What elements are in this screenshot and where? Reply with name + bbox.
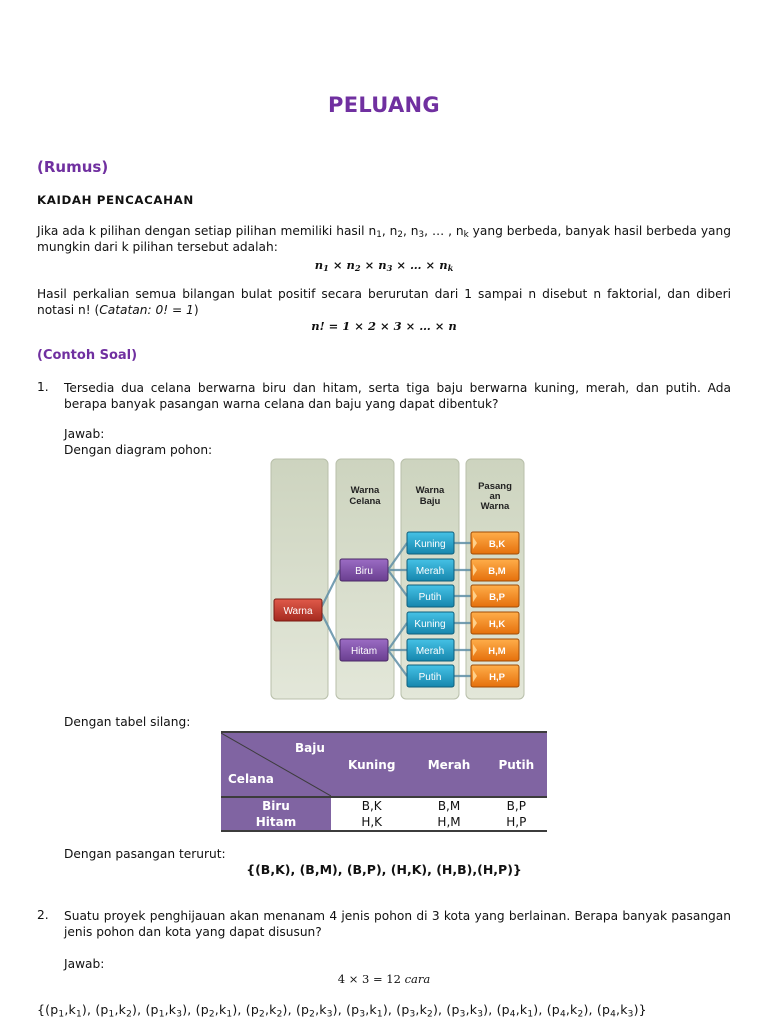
pair-item: $(p_1,k_2)$	[95, 1002, 138, 1020]
tree-node-pasangan-3-label: B,P	[489, 592, 505, 603]
question-1-jawab: Jawab:	[64, 427, 105, 441]
tree-node-baju-2-label: Merah	[415, 566, 445, 577]
paragraph-kaidah: Jika ada k pilihan dengan setiap pilihan memiliki hasil $n_1$, $n_2$, $n_3$, … , $n_k$ yang berbeda, banyak hasil berbeda yang mungkin dari k pilihan tersebut adalah:	[37, 224, 731, 254]
question-2-pairs-set: {$(p_1,k_1)$, $(p_1,k_2)$, $(p_1,k_3)$, $(p_2,k_1)$, $(p_2,k_2)$, $(p_2,k_3)$, $(p_3,k_1)$, $(p_3,k_2)$, $(p_3,k_3)$, $(p_4,k_1)$, $(p_4,k_2)$, $(p_4,k_3)$}	[37, 1002, 647, 1020]
tree-node-pasangan-1-label: B,K	[488, 539, 506, 550]
table-cell: B,P	[506, 799, 526, 813]
kaidah-heading: KAIDAH PENCACAHAN	[37, 193, 194, 207]
tree-header-pasangan-1: Pasang	[478, 481, 512, 492]
question-2-jawab: Jawab:	[64, 957, 105, 971]
question-2-formula: 4 × 3 = 12 cara	[337, 972, 431, 986]
table-cell: H,K	[361, 815, 383, 829]
contoh-heading: (Contoh Soal)	[37, 348, 138, 363]
tree-node-baju-4-label: Kuning	[414, 619, 446, 630]
table-row-label: Biru	[221, 797, 331, 814]
tree-diagram	[268, 457, 528, 701]
question-1-pairs-intro: Dengan pasangan terurut:	[64, 847, 226, 861]
table-cell: B,M	[437, 799, 461, 813]
pair-item: $(p_2,k_3)$	[295, 1002, 338, 1020]
tree-header-celana-2: Celana	[349, 496, 381, 507]
question-1-pairs-set: {(B,K), (B,M), (B,P), (H,K), (H,B),(H,P)}	[246, 862, 522, 877]
question-1-diagram-intro: Dengan diagram pohon:	[64, 443, 213, 457]
table-col-header: Merah	[412, 732, 485, 797]
pair-item: $(p_2,k_2)$	[245, 1002, 288, 1020]
pair-item: $(p_3,k_1)$	[346, 1002, 388, 1020]
tree-node-pasangan-2-label: B,M	[488, 566, 506, 577]
paragraph-faktorial: Hasil perkalian semua bilangan bulat positif secara berurutan dari 1 sampai n disebut n faktorial, dan diberi notasi n! (Catatan: 0! = 1)	[37, 287, 731, 317]
cross-table	[221, 731, 547, 832]
tree-node-celana-hitam-label: Hitam	[350, 646, 378, 657]
question-1-number: 1.	[37, 380, 49, 394]
tree-column-root	[271, 459, 328, 699]
table-corner-bottom: Celana	[228, 772, 274, 786]
tree-node-baju-6-label: Putih	[418, 672, 442, 683]
tree-node-celana-biru-label: Biru	[355, 566, 373, 577]
pair-item: $(p_4,k_3)$	[596, 1002, 639, 1020]
pair-item: $(p_3,k_2)$	[396, 1002, 439, 1020]
tree-node-baju-3-label: Putih	[418, 592, 442, 603]
table-cell: H,M	[437, 815, 461, 829]
tree-node-pasangan-4-label: H,K	[488, 619, 506, 630]
rumus-heading: (Rumus)	[37, 158, 109, 176]
tree-node-pasangan-6-label: H,P	[489, 672, 505, 683]
tree-header-baju-1: Warna	[415, 485, 445, 496]
question-2-text: Suatu proyek penghijauan akan menanam 4 jenis pohon di 3 kota yang berlainan. Berapa banyak pasangan jenis pohon dan kota yang dapat disusun?	[64, 909, 731, 939]
table-row	[221, 797, 547, 814]
table-cell: B,K	[361, 799, 382, 813]
formula-kaidah: $n_1 \times n_2 \times n_3$ × … × $n_k$	[314, 258, 454, 274]
tree-node-baju-5-label: Merah	[415, 646, 445, 657]
table-col-header: Putih	[486, 732, 547, 797]
question-1-table-intro: Dengan tabel silang:	[64, 715, 191, 729]
tree-header-baju-2: Baju	[419, 496, 441, 507]
question-1-text: Tersedia dua celana berwarna biru dan hitam, serta tiga baju berwarna kuning, merah, dan putih. Ada berapa banyak pasangan warna celana dan baju yang dapat dibentuk?	[64, 381, 731, 411]
pair-item: $(p_3,k_3)$	[446, 1002, 489, 1020]
table-row	[221, 814, 547, 831]
tree-node-root-label: Warna	[283, 606, 313, 617]
pair-item: $(p_4,k_2)$	[546, 1002, 589, 1020]
tree-node-pasangan-5-label: H,M	[488, 646, 506, 657]
table-corner-cell	[221, 732, 331, 797]
table-corner-top: Baju	[295, 741, 325, 755]
table-col-header: Kuning	[331, 732, 412, 797]
pair-item: $(p_1,k_3)$	[145, 1002, 188, 1020]
pair-item: $(p_2,k_1)$	[195, 1002, 238, 1020]
table-row-label: Hitam	[221, 814, 331, 831]
question-2-number: 2.	[37, 908, 49, 922]
pair-item: $(p_4,k_1)$	[496, 1002, 539, 1020]
table-cell: H,P	[506, 815, 527, 829]
tree-node-baju-1-label: Kuning	[414, 539, 446, 550]
tree-header-pasangan-3: Warna	[480, 501, 510, 512]
tree-header-celana-1: Warna	[350, 485, 380, 496]
tree-header-pasangan-2: an	[489, 491, 501, 502]
page-title: PELUANG	[328, 93, 440, 117]
formula-faktorial: n! = 1 × 2 × 3 × … × n	[311, 319, 457, 333]
pair-item: $(p_1,k_1)$	[45, 1002, 87, 1020]
